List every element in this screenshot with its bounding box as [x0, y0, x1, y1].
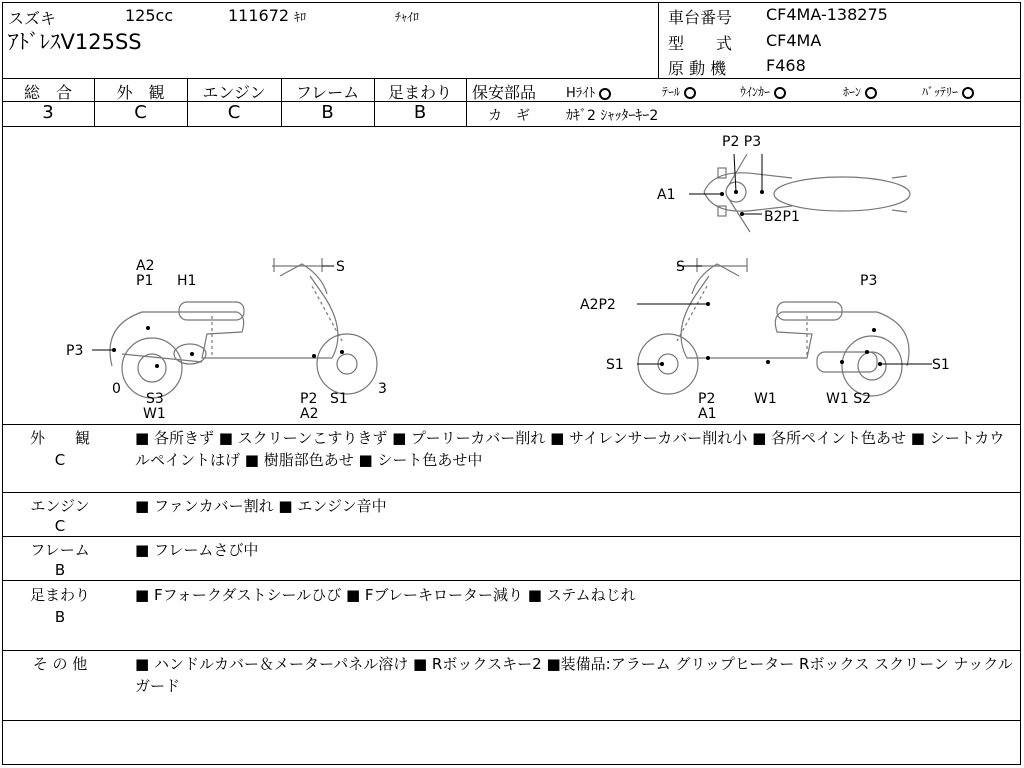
label-right-w1: W1 — [754, 391, 777, 407]
ok-circle-icon — [962, 87, 974, 99]
note-text-engine: ■ ファンカバー割れ ■ エンジン音中 — [135, 497, 387, 515]
type-value: CF4MA — [766, 31, 822, 50]
note-text-suspension: ■ Fフォークダストシールひび ■ Fブレーキローター減り ■ ステムねじれ — [135, 586, 636, 604]
rule — [2, 424, 1021, 425]
safety-item-label: ﾊﾞｯﾃﾘｰ — [922, 85, 959, 99]
note-title-other: そ の 他 — [32, 655, 88, 673]
label-right-w1s2: W1 S2 — [826, 391, 871, 407]
grade-engine-value: C — [227, 102, 241, 123]
label-left-a2-bottom: A2 — [300, 406, 319, 422]
safety-label: 保安部品 — [472, 83, 537, 102]
frame-no: CF4MA-138275 — [766, 5, 888, 24]
ok-circle-icon — [774, 87, 786, 99]
label-right-a1: A1 — [698, 406, 717, 422]
safety-item-label: Hﾗｲﾄ — [566, 86, 596, 101]
label-top-b2p1: B2P1 — [764, 209, 800, 225]
ok-circle-icon — [599, 88, 611, 100]
label-left-p3: P3 — [66, 343, 84, 359]
ok-circle-icon — [865, 87, 877, 99]
note-title-engine: エンジン — [30, 497, 90, 515]
grade-total-value: 3 — [42, 102, 54, 123]
note-title-frame: フレーム — [30, 541, 90, 559]
divider — [466, 78, 467, 126]
note-grade-exterior: C — [54, 451, 66, 469]
label-top-a1: A1 — [657, 187, 676, 203]
label-left-s: S — [336, 259, 345, 275]
safety-item-horn — [843, 83, 877, 100]
rule — [2, 720, 1021, 721]
label-left-s3: S3 — [146, 391, 164, 407]
model-name: ｱﾄﾞﾚｽV125SS — [8, 30, 142, 54]
note-grade-engine: C — [54, 517, 66, 535]
note-title-exterior: 外 観 — [29, 429, 90, 447]
damage-diagram — [2, 126, 1021, 424]
rule — [2, 78, 1021, 79]
grade-total-label: 総 合 — [23, 83, 72, 102]
label-right-p2: P2 — [698, 391, 716, 407]
safety-item-tail — [662, 83, 696, 100]
grade-frame-label: フレーム — [295, 83, 360, 102]
label-left-0: 0 — [112, 381, 121, 397]
key-label: カ ギ — [488, 108, 530, 124]
label-right-a2p2: A2P2 — [580, 297, 616, 313]
grade-suspension-value: B — [413, 102, 427, 123]
rule — [2, 536, 1021, 537]
label-left-h1: H1 — [177, 273, 197, 289]
safety-item-label: ﾎｰﾝ — [843, 85, 862, 99]
label-right-s: S — [676, 259, 685, 275]
grade-engine-label: エンジン — [202, 83, 266, 102]
color: ﾁｬｲﾛ — [395, 10, 420, 24]
note-grade-frame: B — [54, 561, 66, 579]
grade-suspension-label: 足まわり — [387, 83, 452, 102]
note-text-exterior: ■ 各所きず ■ スクリーンこすりきず ■ プーリーカバー削れ ■ サイレンサーカバー削れ小 ■ 各所ペイント色あせ ■ シートカウルペイントはげ ■ 樹脂部色あせ ■ シート色あせ中 — [135, 429, 1005, 469]
note-text-other: ■ ハンドルカバー＆メーターパネル溶け ■ Rボックスキー2 ■装備品:アラーム グリップヒーター Rボックス スクリーン ナックルガード — [135, 655, 1013, 695]
rule — [466, 101, 1021, 102]
label-left-w1: W1 — [143, 406, 166, 422]
maker: スズキ — [8, 9, 57, 28]
mileage-unit: ｷﾛ — [294, 10, 307, 24]
grade-exterior-value: C — [134, 102, 147, 123]
frame-no-label: 車台番号 — [668, 8, 733, 27]
rule — [2, 580, 1021, 581]
key-value: ｶｷﾞ2 ｼｬｯﾀｰｷｰ2 — [566, 108, 659, 124]
label-right-s1-left: S1 — [606, 357, 624, 373]
engine-label: 原 動 機 — [668, 59, 727, 78]
header-divider — [658, 2, 659, 78]
mileage — [228, 6, 306, 25]
label-left-3: 3 — [378, 381, 387, 397]
safety-item-label: ｳｲﾝｶｰ — [740, 85, 771, 99]
safety-item-headlight — [566, 82, 611, 101]
label-right-s1-right: S1 — [932, 357, 950, 373]
note-text-frame: ■ フレームさび中 — [135, 541, 259, 559]
label-right-p3: P3 — [860, 273, 878, 289]
displacement: 125cc — [125, 6, 174, 25]
engine-value: F468 — [766, 56, 806, 75]
safety-item-battery — [922, 83, 974, 100]
safety-item-label: ﾃｰﾙ — [662, 85, 681, 99]
safety-item-winker — [740, 83, 786, 100]
note-title-suspension: 足まわり — [29, 586, 90, 604]
rule — [2, 650, 1021, 651]
type-label: 型 式 — [668, 34, 733, 53]
rule — [2, 492, 1021, 493]
mileage-value: 111672 — [228, 6, 290, 25]
label-top-p2p3: P2 P3 — [722, 134, 762, 150]
label-left-a2: A2 — [136, 258, 155, 274]
label-left-p1: P1 — [136, 273, 154, 289]
ok-circle-icon — [684, 87, 696, 99]
grade-exterior-label: 外 観 — [116, 83, 165, 102]
note-grade-suspension: B — [54, 608, 66, 626]
grade-frame-value: B — [321, 102, 334, 123]
label-left-p2: P2 — [300, 391, 318, 407]
label-left-s1: S1 — [330, 391, 348, 407]
